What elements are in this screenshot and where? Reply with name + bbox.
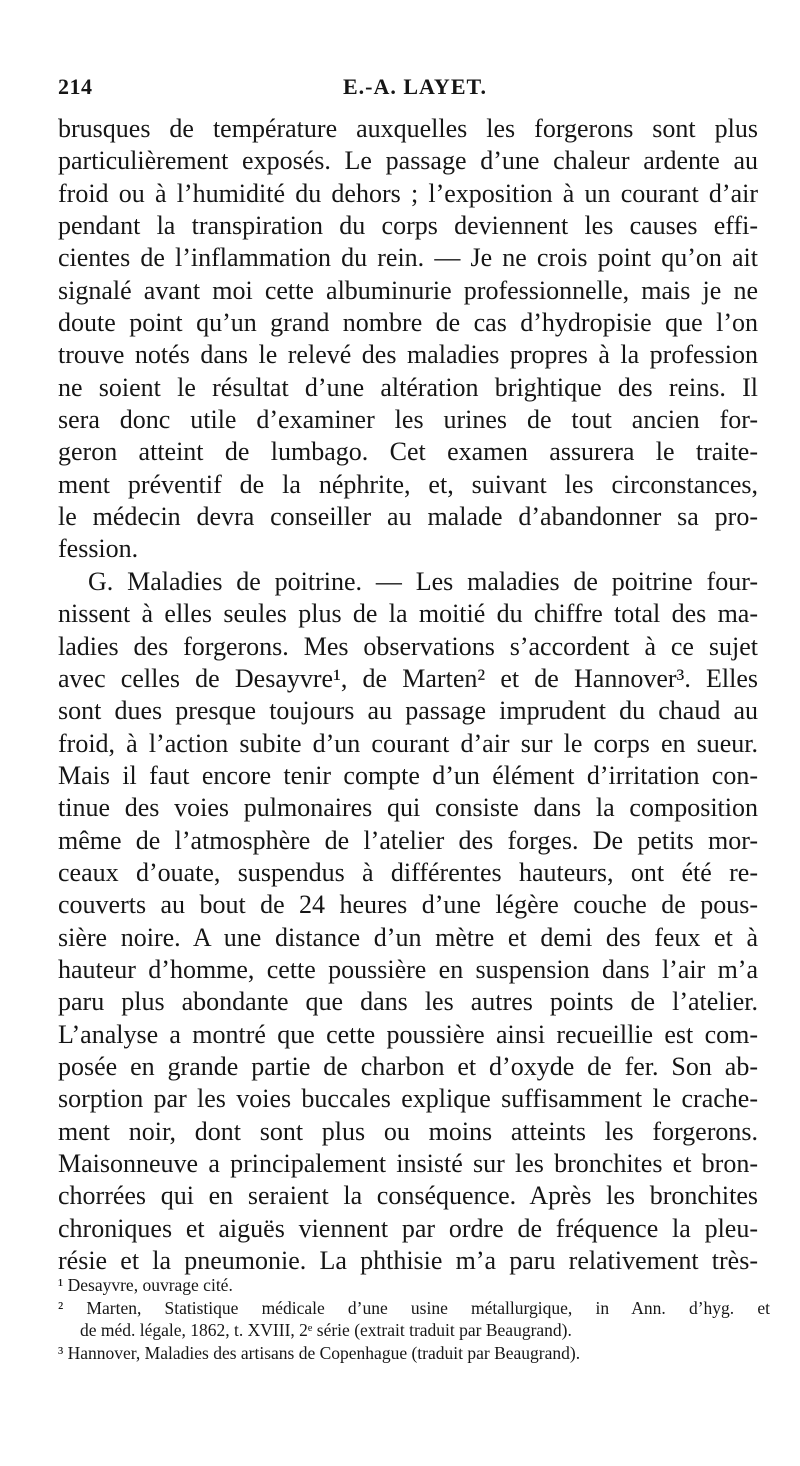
text-line: fession.	[58, 534, 139, 564]
footnote: ² Marten, Statistique médicale d’une usine métallurgique, in Ann. d’hyg. et	[58, 1297, 770, 1318]
text-line: sont dues presque toujours au passage imprudent du chaud au	[58, 696, 758, 726]
text-line: ne soient le résultat d’une altération brightique des reins. Il	[58, 372, 758, 402]
text-line: Maisonneuve a principalement insisté sur les bronchites et bron-	[58, 1149, 758, 1178]
text-line: particulièrement exposés. Le passage d’une chaleur ardente au	[58, 146, 758, 176]
text-line: couverts au bout de 24 heures d’une légère couche de pous-	[58, 890, 758, 920]
text-line: posée en grande partie de charbon et d’oxyde de fer. Son ab-	[58, 1051, 758, 1081]
text-line: signalé avant moi cette albuminurie professionnelle, mais je ne	[58, 275, 758, 305]
text-line: paru plus abondante que dans les autres points de l’atelier.	[58, 987, 758, 1017]
text-line: cientes de l’inflammation du rein. — Je ne crois point qu’on ait	[58, 243, 758, 273]
text-line: brusques de température auxquelles les forgerons sont plus	[58, 114, 758, 143]
text-line: pendant la transpiration du corps deviennent les causes effi-	[58, 211, 758, 241]
text-line: geron atteint de lumbago. Cet examen assurera le traite-	[58, 437, 758, 467]
text-line: ment noir, dont sont plus ou moins atteints les forgerons.	[58, 1116, 758, 1146]
running-head: E.-A. LAYET.	[343, 74, 488, 99]
text-line: nissent à elles seules plus de la moitié du chiffre total des ma-	[58, 599, 758, 629]
text-line: résie et la pneumonie. La phthisie m’a paru relativement très-	[58, 1246, 758, 1276]
text-line: sera donc utile d’examiner les urines de tout ancien for-	[58, 405, 758, 435]
text-line: même de l’atmosphère de l’atelier des forges. De petits mor-	[58, 825, 758, 855]
text-line: ment préventif de la néphrite, et, suivant les circonstances,	[58, 469, 758, 499]
text-line: trouve notés dans le relevé des maladies propres à la profession	[58, 340, 758, 370]
footnote-continuation: de méd. légale, 1862, t. XVIII, 2ᵉ série (extrait traduit par Beaugrand).	[80, 1320, 572, 1340]
text-line: tinue des voies pulmonaires qui consiste dans la composition	[58, 793, 758, 823]
body-text	[58, 113, 758, 1277]
text-line: sorption par les voies buccales explique suffisamment le crache-	[58, 1084, 758, 1114]
text-line: Mais il faut encore tenir compte d’un élément d’irritation con-	[58, 760, 758, 790]
text-line: ceaux d’ouate, suspendus à différentes hauteurs, ont été re-	[58, 857, 758, 887]
text-line: L’analyse a montré que cette poussière ainsi recueillie est com-	[58, 1019, 758, 1049]
page-number: 214	[58, 74, 93, 99]
text-line: chroniques et aiguës viennent par ordre de fréquence la pleu-	[58, 1213, 758, 1243]
footnote: ³ Hannover, Maladies des artisans de Copenhague (traduit par Beaugrand).	[58, 1342, 581, 1363]
section-heading-line: G. Maladies de poitrine. — Les maladies de poitrine four-	[88, 566, 758, 596]
text-line: avec celles de Desayvre¹, de Marten² et de Hannover³. Elles	[58, 663, 758, 693]
text-line: le médecin devra conseiller au malade d’abandonner sa pro-	[58, 502, 758, 532]
page-header	[58, 74, 758, 104]
footnote: ¹ Desayvre, ouvrage cité.	[58, 1275, 233, 1295]
text-line: doute point qu’un grand nombre de cas d’hydropisie que l’on	[58, 308, 758, 338]
text-line: sière noire. A une distance d’un mètre et demi des feux et à	[58, 922, 758, 952]
text-line: chorrées qui en seraient la conséquence. Après les bronchites	[58, 1181, 758, 1211]
text-line: hauteur d’homme, cette poussière en suspension dans l’air m’a	[58, 954, 758, 984]
text-line: froid, à l’action subite d’un courant d’air sur le corps en sueur.	[58, 728, 758, 758]
footnotes	[58, 1274, 770, 1364]
text-line: ladies des forgerons. Mes observations s’accordent à ce sujet	[58, 631, 758, 661]
text-line: froid ou à l’humidité du dehors ; l’exposition à un courant d’air	[58, 178, 758, 208]
